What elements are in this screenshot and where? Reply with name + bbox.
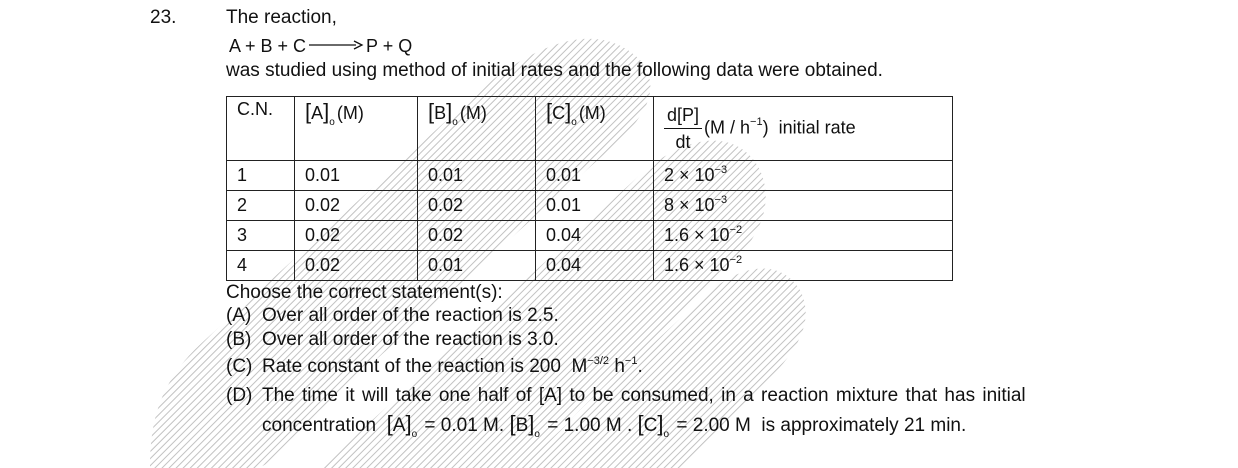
cell-c: 0.04 [536,221,654,251]
option-a-text: Over all order of the reaction is 2.5. [262,305,559,326]
table-header-row [227,97,953,161]
choose-prompt: Choose the correct statement(s): [226,282,503,303]
header-conc-a: $[A]_o$ (M) [295,97,418,161]
header-cn: C.N. [227,97,295,161]
option-b [226,329,559,351]
option-c-unit: $M^{-3/2}$ $h^{-1}$. [571,355,643,377]
cell-rate: $1.6 \times 10^{-2}$ [654,221,953,251]
question-number: 23. [150,7,177,28]
question-intro: The reaction, [226,7,337,28]
cell-c: 0.04 [536,251,654,281]
cell-rate: $1.6 \times 10^{-2}$ [654,251,953,281]
cell-b: 0.02 [418,191,536,221]
cell-b: 0.01 [418,161,536,191]
cell-a: 0.02 [295,191,418,221]
option-d-continuation: concentration $[A]_o = 0.01$ M. $[B]_o = 1.00$ M . $[C]_o = 2.00$ M is approximately 21 min. [262,411,967,440]
table-row [227,221,953,251]
table-row [227,191,953,221]
cell-b: 0.02 [418,221,536,251]
reaction-arrow-icon [308,39,364,51]
initial-rate-table [226,96,953,281]
option-d-text: The time it will take one half of [A] to be consumed, in a reaction mixture that has initial [262,385,1026,406]
rate-fraction: $\frac{d[P]}{dt}$ [664,104,702,153]
option-c-text: Rate constant of the reaction is 200 [262,356,561,377]
reaction-products: P + Q [366,36,413,56]
cell-a: 0.02 [295,251,418,281]
reaction-equation [229,35,412,57]
option-c-label: (C) [226,356,253,377]
cell-cn: 1 [227,161,295,191]
cell-a: 0.01 [295,161,418,191]
option-a [226,305,559,327]
cell-cn: 3 [227,221,295,251]
cell-c: 0.01 [536,161,654,191]
header-conc-c: $[C]_o$ (M) [536,97,654,161]
option-c [226,356,643,380]
table-row [227,161,953,191]
reaction-reactants: A + B + C [229,36,307,56]
option-d-label: (D) [226,385,253,406]
cell-c: 0.01 [536,191,654,221]
header-initial-rate: $\frac{d[P]}{dt}$ $(M / h^{-1})$ initial rate [654,97,953,161]
option-b-label: (B) [226,329,252,350]
cell-cn: 2 [227,191,295,221]
cell-cn: 4 [227,251,295,281]
option-d [226,385,1026,407]
question-method-text: was studied using method of initial rates and the following data were obtained. [226,60,883,81]
header-conc-b: $[B]_o$ (M) [418,97,536,161]
cell-rate: $8 \times 10^{-3}$ [654,191,953,221]
cell-a: 0.02 [295,221,418,251]
option-b-text: Over all order of the reaction is 3.0. [262,329,559,350]
option-a-label: (A) [226,305,252,326]
table-row [227,251,953,281]
cell-b: 0.01 [418,251,536,281]
cell-rate: $2 \times 10^{-3}$ [654,161,953,191]
